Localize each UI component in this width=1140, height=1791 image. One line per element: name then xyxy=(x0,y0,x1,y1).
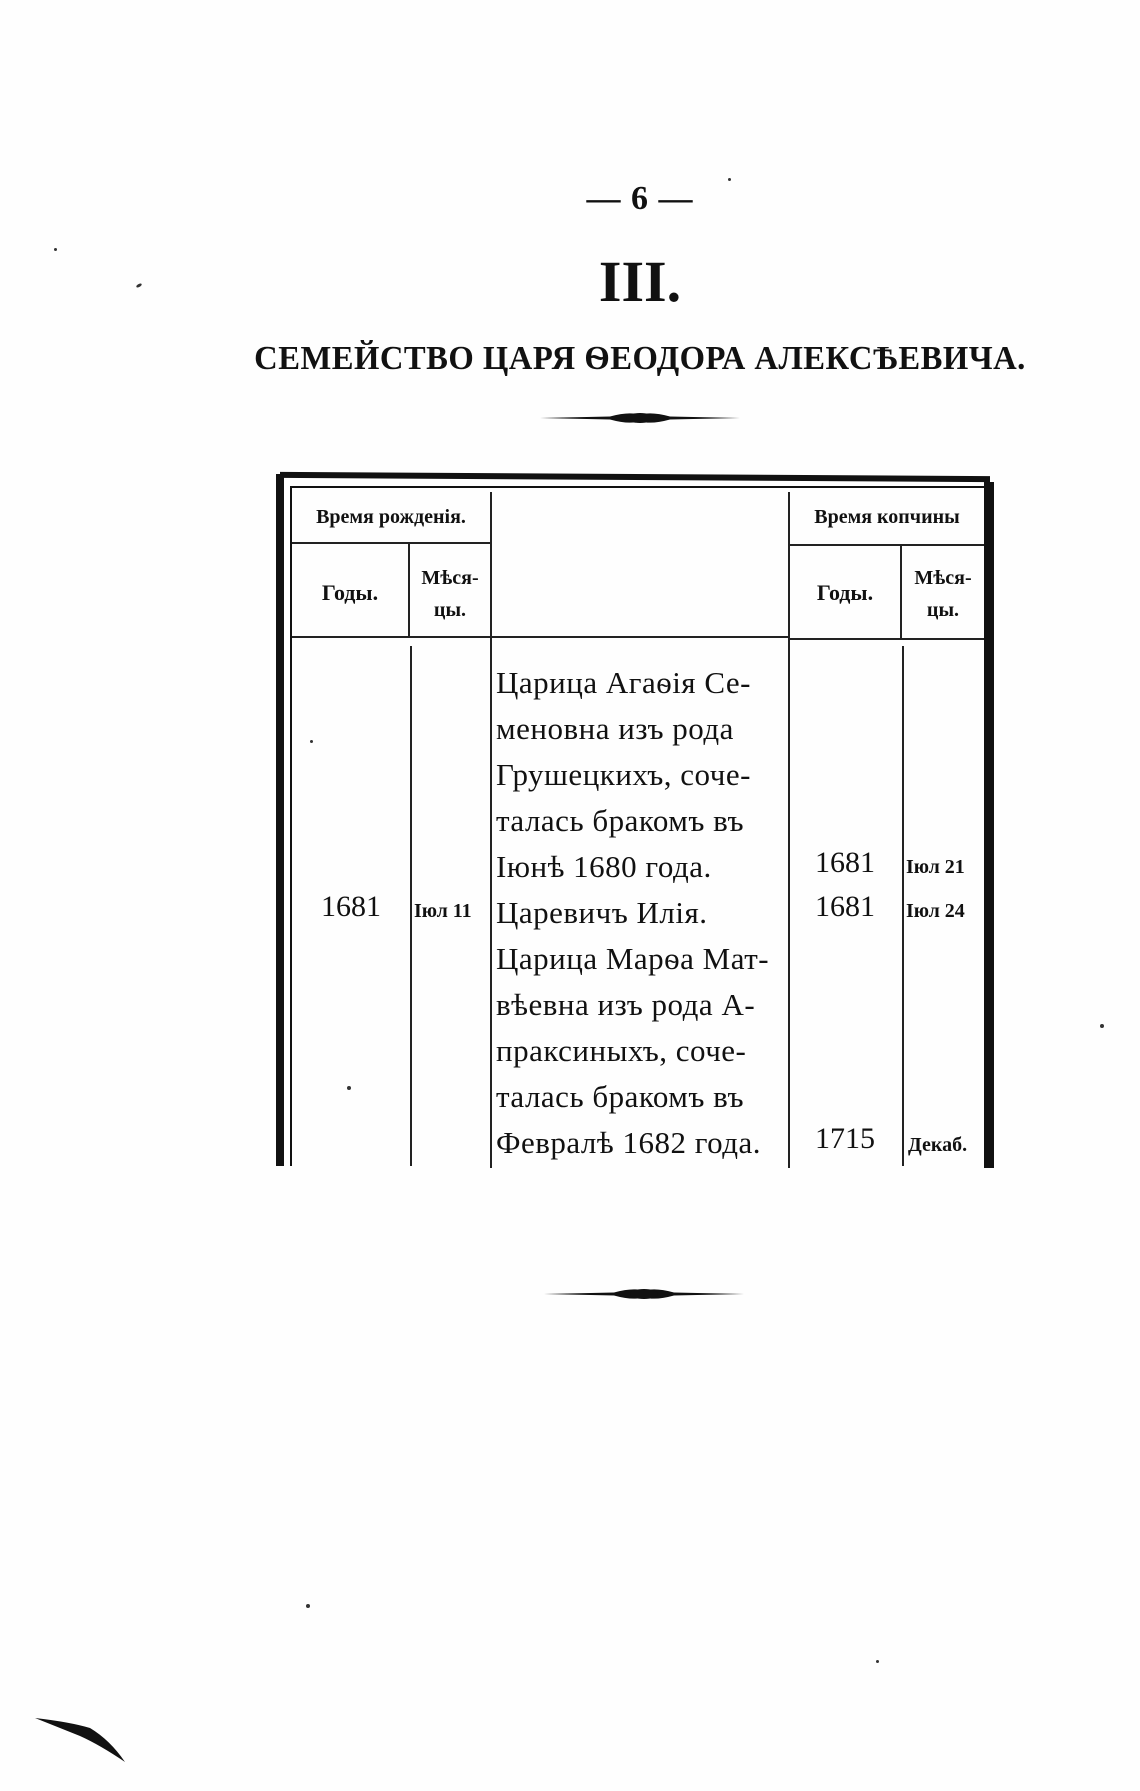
section-numeral: III. xyxy=(598,249,682,314)
table-frame-right xyxy=(984,482,994,1168)
name-line: меновна изъ рода xyxy=(496,711,734,746)
name-line: Царица Агаѳія Се- xyxy=(496,665,751,700)
speck xyxy=(876,1660,879,1663)
rule-death-inner-body xyxy=(902,646,904,1166)
ink-blot xyxy=(30,1710,130,1770)
speck xyxy=(728,178,731,181)
rule-header-bottom-mid xyxy=(492,636,788,638)
death-year: 1681 xyxy=(815,846,875,879)
rule-header-bottom-right xyxy=(790,638,984,640)
speck xyxy=(306,1604,310,1608)
header-death-time: Время копчины xyxy=(814,506,960,528)
table-frame-top xyxy=(280,472,990,482)
table-frame-left xyxy=(276,474,284,1166)
speck xyxy=(1100,1024,1104,1028)
table-frame-top-inner xyxy=(290,486,986,488)
speck xyxy=(310,740,313,743)
name-line: Царица Марѳа Мат- xyxy=(496,941,770,976)
name-line: праксиныхъ, соче- xyxy=(496,1033,747,1068)
name-line: Іюнѣ 1680 года. xyxy=(496,849,712,884)
death-month: Іюл 21 xyxy=(906,856,965,878)
header-death-months-line1: Мѣся- xyxy=(914,567,972,589)
birth-year: 1681 xyxy=(321,890,381,923)
page-number: — 6 — xyxy=(586,180,694,217)
name-line: талась бракомъ въ xyxy=(496,1079,745,1114)
rule-birth-inner-body xyxy=(410,646,412,1166)
header-birth-months-line1: Мѣся- xyxy=(421,567,479,589)
page-title: СЕМЕЙСТВО ЦАРЯ ѲЕОДОРА АЛЕКСѢЕВИЧА. xyxy=(254,340,1026,377)
rule-death-header xyxy=(790,544,984,546)
name-line: талась бракомъ въ xyxy=(496,803,745,838)
header-birth-months-line2: цы. xyxy=(433,599,467,621)
header-birth-years: Годы. xyxy=(321,580,379,605)
name-line: Февралѣ 1682 года. xyxy=(496,1125,762,1160)
name-line: Грушецкихъ, соче- xyxy=(496,757,751,792)
rule-birth-divider xyxy=(490,492,492,1168)
name-line: вѣевна изъ рода А- xyxy=(496,987,756,1022)
ornament-divider-bottom xyxy=(544,1284,744,1304)
header-death-years: Годы. xyxy=(816,580,874,605)
speck xyxy=(347,1086,351,1090)
speck xyxy=(54,248,57,251)
rule-header-bottom-left xyxy=(292,636,492,638)
ornament-divider-top xyxy=(540,408,740,428)
header-death-months xyxy=(902,562,984,626)
name-line: Царевичъ Илія. xyxy=(496,895,708,930)
header-birth-time: Время рожденія. xyxy=(316,506,466,528)
death-year: 1715 xyxy=(815,1122,875,1155)
header-death-months-line2: цы. xyxy=(926,599,960,621)
rule-birth-header xyxy=(292,542,490,544)
header-birth-months xyxy=(410,562,490,626)
death-month: Декаб. xyxy=(908,1134,968,1156)
death-month: Іюл 24 xyxy=(906,900,965,922)
birth-month: Іюл 11 xyxy=(414,900,472,922)
death-year: 1681 xyxy=(815,890,875,923)
